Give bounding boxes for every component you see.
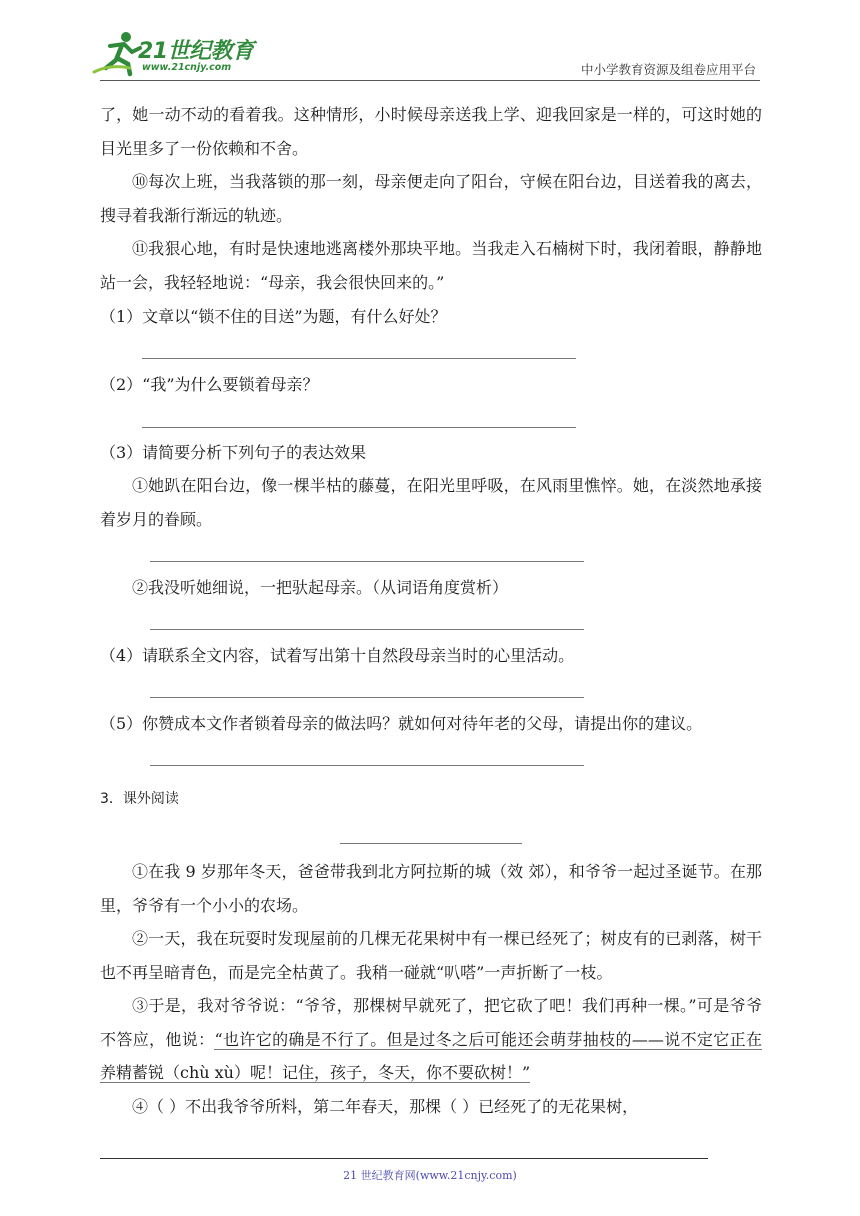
- question-3: [100, 436, 762, 470]
- paragraph-text: 了，她一动不动的看着我。这种情形，小时候母亲送我上学、迎我回家是一样的，可这时她的目光里多了一份依赖和不舍。: [100, 105, 762, 158]
- question-text: （3）请简要分析下列句子的表达效果: [100, 443, 367, 462]
- paragraph-text: ④（ ）不出我爷爷所料，第二年春天，那棵（ ）已经死了的无花果树，: [132, 1097, 639, 1116]
- platform-title: 中小学教育资源及组卷应用平台: [580, 62, 756, 77]
- sentence-text: ①她趴在阳台边，像一棵半枯的藤蔓，在阳光里呼吸，在风雨里憔悴。她，在淡然地承接着岁月的眷顾。: [100, 476, 762, 529]
- paragraph-10: [100, 165, 762, 232]
- sentence-text: ②我没听她细说，一把驮起母亲。（从词语角度赏析）: [132, 578, 509, 597]
- logo-url: www.21cnjy.com: [142, 62, 232, 73]
- question-text: （5）你赞成本文作者锁着母亲的做法吗？就如何对待年老的父母，请提出你的建议。: [100, 714, 703, 733]
- footer-source[interactable]: 21 世纪教育网(www.21cnjy.com): [343, 1169, 517, 1182]
- paragraph-9-continued: [100, 98, 762, 165]
- answer-line-5[interactable]: [150, 765, 584, 766]
- s3-paragraph-2: [100, 922, 762, 989]
- s3-paragraph-4: [100, 1090, 762, 1124]
- paragraph-text: ⑪我狠心地，有时是快速地逃离楼外那块平地。当我走入石楠树下时，我闭着眼，静静地站一会，我轻轻地说：“母亲，我会很快回来的。”: [100, 239, 762, 292]
- page-header: [0, 0, 860, 80]
- paragraph-text: ⑩每次上班，当我落锁的那一刻，母亲便走向了阳台，守候在阳台边，目送着我的离去，搜寻着我渐行渐远的轨迹。: [100, 172, 762, 225]
- question-text: （2）“我”为什么要锁着母亲？: [100, 375, 319, 394]
- answer-line-4[interactable]: [150, 697, 584, 698]
- header-divider: [100, 80, 760, 81]
- question-2: [100, 368, 762, 402]
- question-1: [100, 300, 762, 334]
- section-3-heading: [100, 783, 762, 817]
- question-4: [100, 639, 762, 673]
- s3-paragraph-3: [100, 989, 762, 1090]
- paragraph-text: [100, 989, 762, 1090]
- answer-line-3b[interactable]: [150, 629, 584, 630]
- question-3-sentence-2: [100, 571, 762, 605]
- paragraph-11: [100, 232, 762, 299]
- answer-line-2[interactable]: [142, 427, 576, 428]
- title-blank-line[interactable]: [340, 843, 522, 844]
- paragraph-text: ②一天，我在玩耍时发现屋前的几棵无花果树中有一棵已经死了；树皮有的已剥落，树干也不再呈暗青色，而是完全枯黄了。我稍一碰就“叭嗒”一声折断了一枝。: [100, 929, 762, 982]
- section-title: 3．课外阅读: [100, 791, 179, 807]
- site-logo: [90, 28, 260, 78]
- s3-paragraph-1: [100, 855, 762, 922]
- paragraph-text-part: ③于是，我对爷爷说：“爷爷，那棵树早就死了，把它砍了吧！我们再种一棵。”可是爷爷不答应，他说：: [100, 996, 762, 1049]
- underlined-quote: “也许它的确是不行了。但是过冬之后可能还会萌芽抽枝的——说不定它正在养精蓄锐（chù xù）呢！记住，孩子，冬天，你不要砍树！”: [100, 1029, 762, 1082]
- question-5: [100, 707, 762, 741]
- logo-text: 21世纪教育: [138, 39, 254, 64]
- question-text: （1）文章以“锁不住的目送”为题，有什么好处？: [100, 307, 447, 326]
- paragraph-text: ①在我 9 岁那年冬天，爸爸带我到北方阿拉斯的城（效 郊），和爷爷一起过圣诞节。在那里，爷爷有一个小小的农场。: [100, 862, 762, 915]
- footer-divider: [100, 1158, 708, 1159]
- answer-line-1[interactable]: [142, 358, 576, 359]
- question-text: （4）请联系全文内容，试着写出第十自然段母亲当时的心里活动。: [100, 646, 575, 665]
- answer-line-3a[interactable]: [150, 561, 584, 562]
- question-3-sentence-1: [100, 469, 762, 536]
